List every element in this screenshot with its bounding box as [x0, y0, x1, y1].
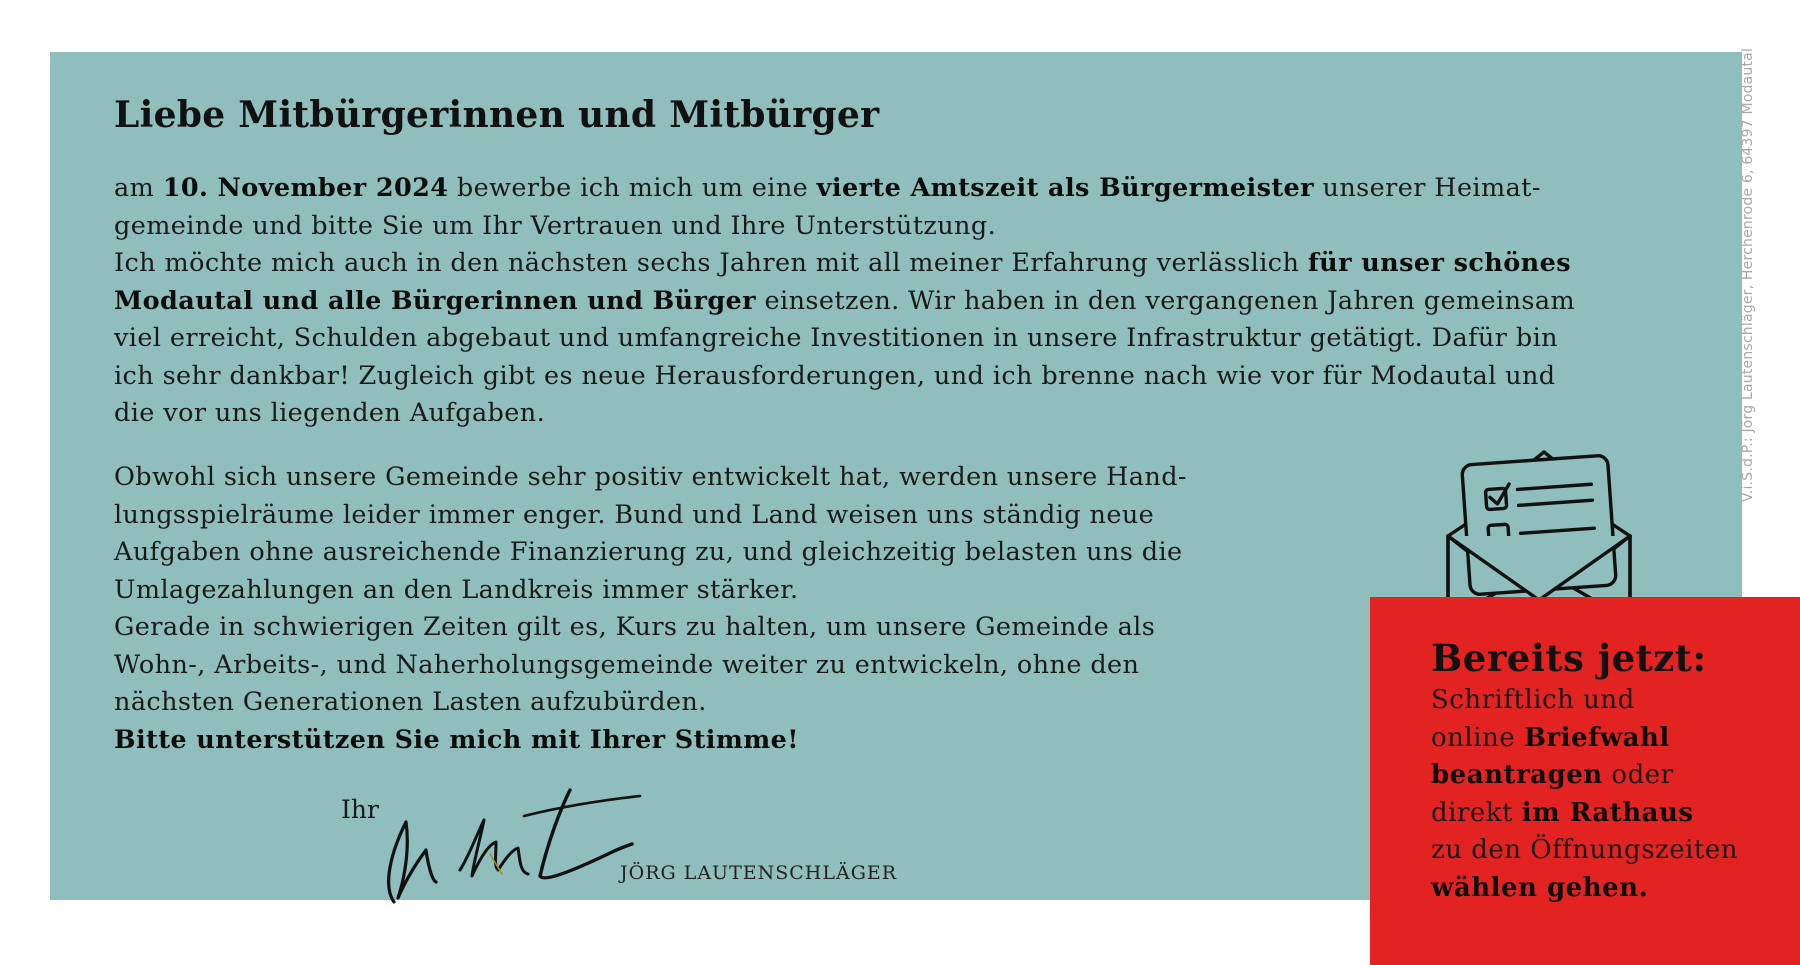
letter-paragraph-2	[114, 459, 1234, 759]
emphasis-text: im Rathaus	[1521, 797, 1694, 828]
callout-text	[1431, 682, 1791, 907]
imprint-text: V.i.S.d.P.: Jörg Lautenschläger, Herchenrode 6, 64397 Modautal	[1740, 47, 1756, 503]
body-text: viel erreicht, Schulden abgebaut und umfangreiche Investitionen in unsere Infrastruktur getätigt. Dafür bin	[114, 323, 1558, 353]
body-text: Ich möchte mich auch in den nächsten sechs Jahren mit all meiner Erfahrung verlässlich	[114, 248, 1308, 278]
body-text: einsetzen. Wir haben in den vergangenen Jahren gemeinsam	[756, 285, 1576, 316]
body-text: bewerbe ich mich um eine	[448, 173, 817, 203]
body-text: Aufgaben ohne ausreichende Finanzierung zu, und gleichzeitig belasten uns die	[114, 537, 1183, 567]
emphasis-text: für unser schönes	[1307, 248, 1571, 278]
body-text: nächsten Generationen Lasten aufzubürden.	[114, 687, 707, 717]
body-text: online	[1431, 722, 1524, 753]
emphasis-text: Modautal und alle Bürgerinnen und Bürger	[114, 285, 757, 316]
body-text: Obwohl sich unsere Gemeinde sehr positiv entwickelt hat, werden unsere Hand-	[114, 462, 1187, 492]
body-text: lungsspielräume leider immer enger. Bund und Land weisen uns ständig neue	[114, 499, 1155, 530]
letter-heading: Liebe Mitbürgerinnen und Mitbürger	[114, 94, 880, 136]
callout-title: Bereits jetzt:	[1431, 636, 1707, 680]
body-text: Wohn-, Arbeits-, und Naherholungsgemeinde weiter zu entwickeln, ohne den	[114, 649, 1140, 680]
emphasis-text: beantragen	[1431, 760, 1603, 790]
body-text: unserer Heimat-	[1314, 173, 1541, 203]
emphasis-text: Briefwahl	[1523, 722, 1670, 753]
handwritten-signature	[374, 780, 644, 910]
emphasis-text: vierte Amtszeit als Bürgermeister	[816, 173, 1314, 203]
closing-salutation: Ihr	[341, 795, 379, 824]
ballot-envelope-icon	[1444, 450, 1634, 600]
body-text: zu den Öffnungszeiten	[1431, 835, 1739, 865]
body-text: ich sehr dankbar! Zugleich gibt es neue Herausforderungen, und ich brenne nach wie vor für Modautal und	[114, 360, 1556, 391]
emphasis-text: wählen gehen.	[1431, 872, 1649, 903]
body-text: gemeinde und bitte Sie um Ihr Vertrauen und Ihre Unterstützung.	[114, 210, 997, 241]
body-text: direkt	[1431, 797, 1522, 828]
body-text: Umlagezahlungen an den Landkreis immer stärker.	[114, 574, 799, 605]
body-text: am	[114, 173, 163, 203]
letter-paragraph-1	[114, 170, 1604, 433]
body-text: die vor uns liegenden Aufgaben.	[114, 398, 546, 428]
body-text: Schriftlich und	[1431, 685, 1635, 715]
imprint-note	[1735, 47, 1761, 503]
emphasis-text: 10. November 2024	[162, 173, 449, 203]
emphasis-text: Bitte unterstützen Sie mich mit Ihrer Stimme!	[114, 724, 799, 755]
signer-name: JÖRG LAUTENSCHLÄGER	[620, 862, 898, 884]
body-text: Gerade in schwierigen Zeiten gilt es, Kurs zu halten, um unsere Gemeinde als	[114, 612, 1156, 642]
body-text: oder	[1602, 760, 1674, 790]
